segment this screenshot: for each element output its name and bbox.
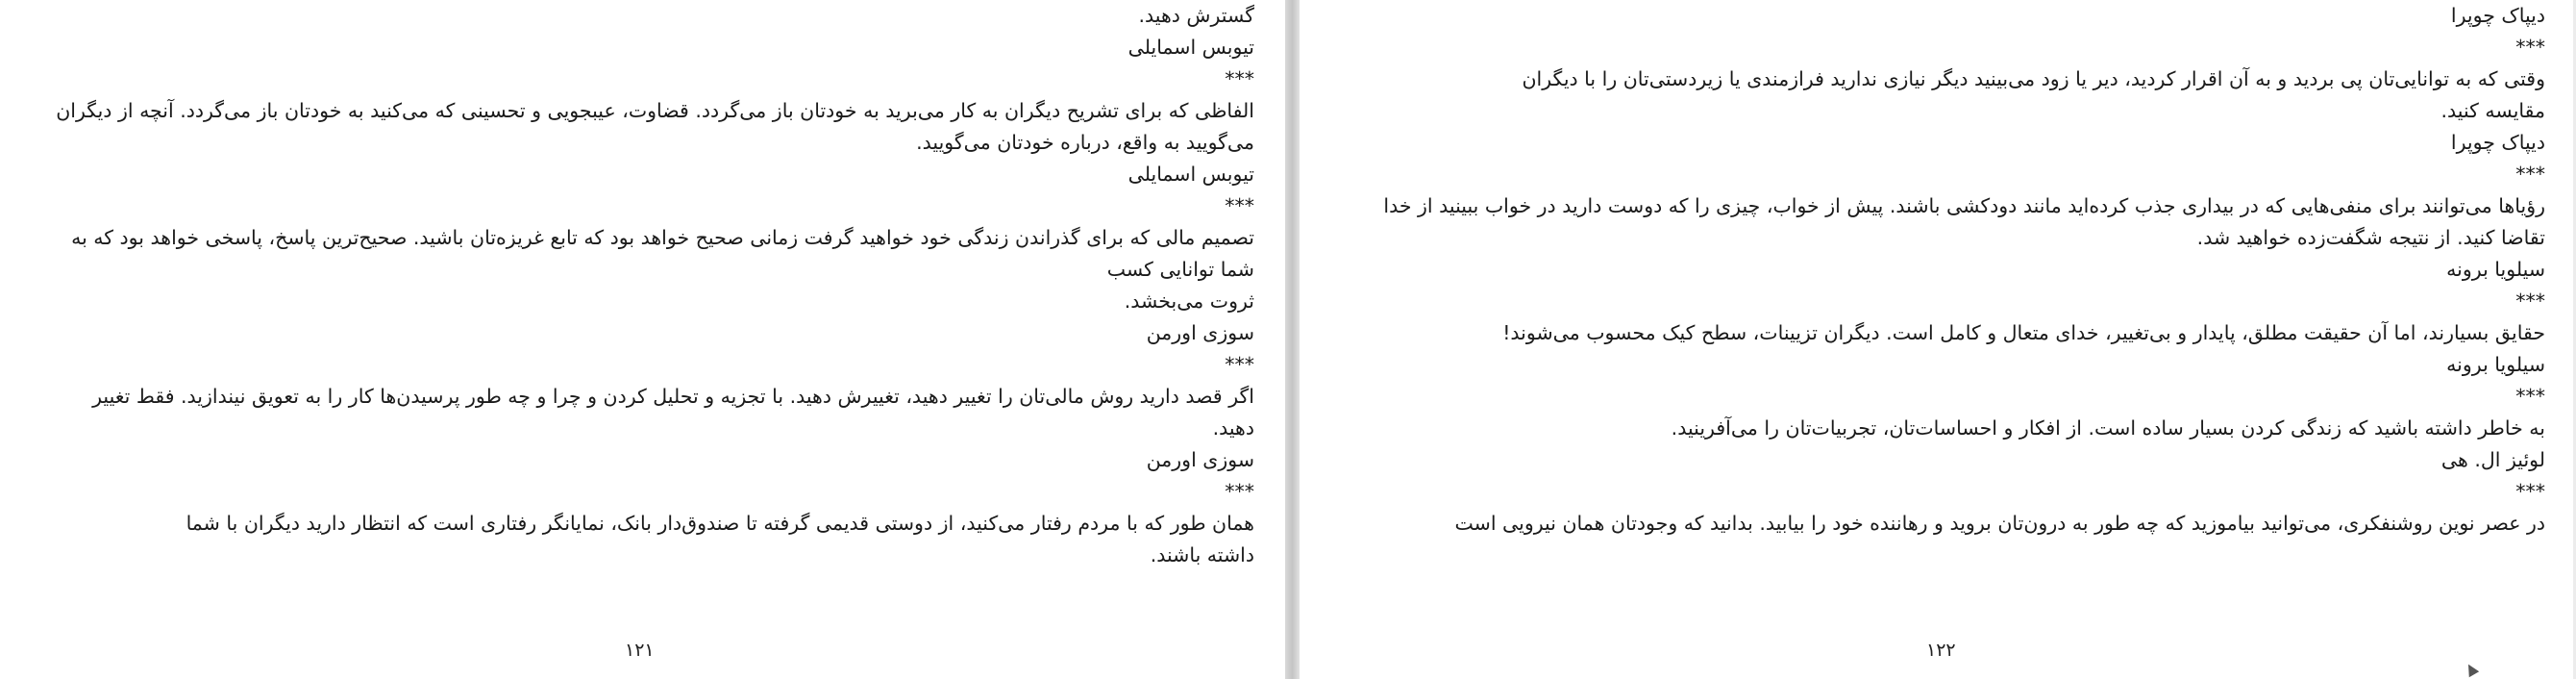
separator: *** [1225, 480, 1254, 503]
separator: *** [1225, 353, 1254, 376]
text-line: ثروت می‌بخشد. [1124, 289, 1254, 313]
text-line: داشته باشند. [1150, 543, 1254, 566]
author-name: دیپاک چوپرا [2450, 4, 2545, 27]
text-line: گسترش دهید. [1138, 4, 1254, 27]
text-line: اگر قصد دارید روش مالی‌تان را تغییر دهید، تغییرش دهید. با تجزیه و تحلیل کردن و چرا و چه طور پرسیدن‌ها کار را به تعویق نیندازید. فقط تغییر [92, 385, 1254, 408]
author-name: سیلویا برونه [2446, 258, 2545, 281]
text-line: در عصر نوین روشنفکری، می‌توانید بیاموزید که چه طور به درون‌تان بروید و رهاننده خود را بیابید. بدانید که وجودتان همان نیرویی است [1454, 512, 2545, 535]
separator: *** [2515, 289, 2545, 313]
text-line: وقتی که به توانایی‌تان پی بردید و به آن اقرار کردید، دیر یا زود می‌بینید دیگر نیازی ندارید فرازمندی یا زیردستی‌تان را با دیگران [1522, 67, 2545, 90]
separator: *** [1225, 194, 1254, 217]
text-line: دهید. [1212, 416, 1254, 440]
author-name: سوزی اورمن [1146, 321, 1254, 344]
page-number: ۱۲۱ [625, 640, 655, 661]
text-line: می‌گویید به واقع، درباره خودتان می‌گویید. [916, 131, 1254, 154]
author-name: دیپاک چوپرا [2450, 131, 2545, 154]
page-number: ۱۲۲ [1926, 640, 1956, 661]
text-line: حقایق بسیارند، اما آن حقیقت مطلق، پایدار و بی‌تغییر، خدای متعال و کامل است. دیگران تزیینات، سطح کیک محسوب می‌شوند! [1502, 321, 2545, 344]
text-line: الفاظی که برای تشریح دیگران به کار می‌برید به خودتان باز می‌گردد. قضاوت، عیبجویی و تحسینی که می‌کنید به خودتان باز می‌گردد. آنچه از دیگران [56, 99, 1254, 122]
separator: *** [2515, 385, 2545, 408]
author-name: تیوبس اسمایلی [1127, 36, 1254, 59]
text-line: به خاطر داشته باشید که زندگی کردن بسیار ساده است. از افکار و احساسات‌تان، تجربیات‌تان را می‌آفرینید. [1671, 416, 2545, 440]
separator: *** [2515, 480, 2545, 503]
text-line: رؤیاها می‌توانند برای منفی‌هایی که در بیداری جذب کرده‌اید مانند دودکشی باشند. پیش از خواب، چیزی را که دوست دارید در خواب ببینید از خدا [1383, 194, 2545, 217]
text-line: تصمیم مالی که برای گذراندن زندگی خود خواهید گرفت زمانی صحیح خواهد بود که تابع غریزه‌تان باشید. صحیح‌ترین پاسخ، پاسخی خواهد بود که به [71, 226, 1254, 249]
right-page [1300, 0, 2576, 679]
separator: *** [2515, 36, 2545, 59]
author-name: تیوبس اسمایلی [1127, 163, 1254, 186]
text-line: شما توانایی کسب [1106, 258, 1254, 281]
text-line: همان طور که با مردم رفتار می‌کنید، از دوستی قدیمی گرفته تا صندوق‌دار بانک، نمایانگر رفتاری است که انتظار دارید دیگران با شما [186, 512, 1254, 535]
text-line: تقاضا کنید. از نتیجه شگفت‌زده خواهید شد. [2196, 226, 2545, 249]
separator: *** [2515, 163, 2545, 186]
author-name: لوئیز ال. هی [2440, 448, 2545, 471]
author-name: سیلویا برونه [2446, 353, 2545, 376]
text-line: مقایسه کنید. [2440, 99, 2545, 122]
left-page-text [24, 0, 1254, 571]
right-page-text [1326, 0, 2545, 540]
book-gutter [1285, 0, 1300, 679]
left-page [0, 0, 1285, 679]
separator: *** [1225, 67, 1254, 90]
author-name: سوزی اورمن [1146, 448, 1254, 471]
